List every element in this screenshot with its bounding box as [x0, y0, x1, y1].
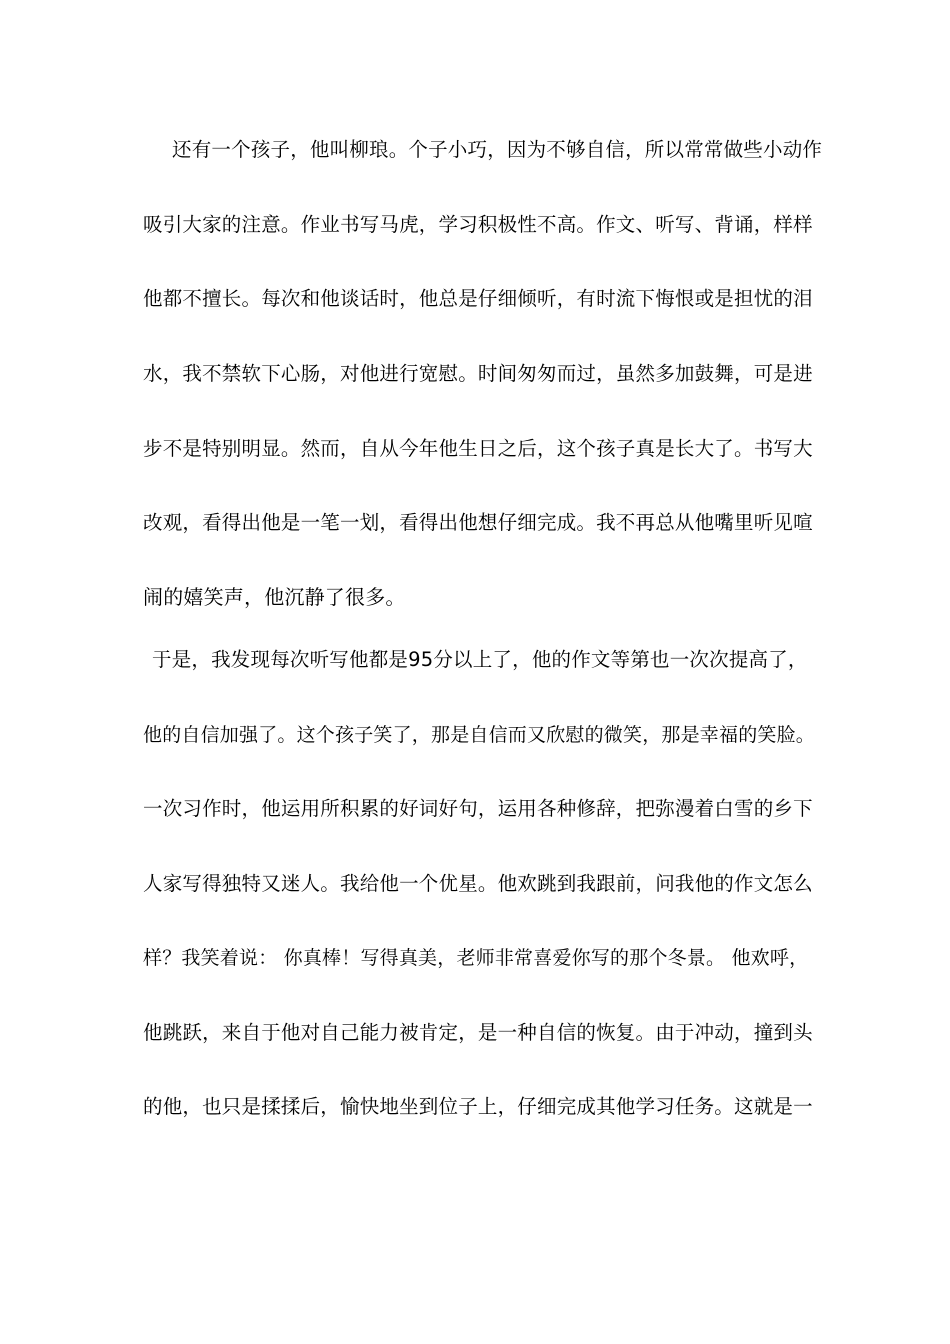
paragraph-2-line-3: 一次习作时，他运用所积累的好词好句，运用各种修辞，把弥漫着白雪的乡下 [143, 797, 813, 820]
paragraph-2-line-5: 样？我笑着说： 你真棒！写得真美，老师非常喜爱你写的那个冬景。 他欢呼， [143, 947, 809, 969]
paragraph-2-line-2: 他的自信加强了。这个孩子笑了，那是自信而又欣慰的微笑，那是幸福的笑脸。 [143, 724, 816, 746]
paragraph-1-line-3: 他都不擅长。每次和他谈话时，他总是仔细倾听，有时流下悔恨或是担忧的泪 [143, 287, 813, 310]
paragraph-1-line-2: 吸引大家的注意。作业书写马虎，学习积极性不高。作文、听写、背诵，样样 [143, 213, 813, 236]
paragraph-1-line-4: 水，我不禁软下心肠，对他进行宽慰。时间匆匆而过，虽然多加鼓舞，可是进 [143, 362, 813, 385]
paragraph-1-line-5: 步不是特别明显。然而，自从今年他生日之后，这个孩子真是长大了。书写大 [143, 437, 813, 460]
paragraph-2-line-6: 他跳跃，来自于他对自己能力被肯定，是一种自信的恢复。由于冲动，撞到头 [143, 1021, 813, 1044]
paragraph-2-line-1: 于是，我发现每次听写他都是95分以上了，他的作文等第也一次次提高了， [152, 648, 808, 671]
paragraph-1-line-6: 改观，看得出他是一笔一划，看得出他想仔细完成。我不再总从他嘴里听见喧 [143, 511, 813, 534]
paragraph-2-line-7: 的他，也只是揉揉后，愉快地坐到位子上，仔细完成其他学习任务。这就是一 [143, 1095, 813, 1118]
paragraph-2-line-4: 人家写得独特又迷人。我给他一个优星。他欢跳到我跟前，问我他的作文怎么 [143, 872, 813, 895]
paragraph-1-line-7: 闹的嬉笑声，他沉静了很多。 [143, 585, 406, 609]
paragraph-1-line-1: 还有一个孩子，他叫柳琅。个子小巧，因为不够自信，所以常常做些小动作 [172, 138, 823, 161]
